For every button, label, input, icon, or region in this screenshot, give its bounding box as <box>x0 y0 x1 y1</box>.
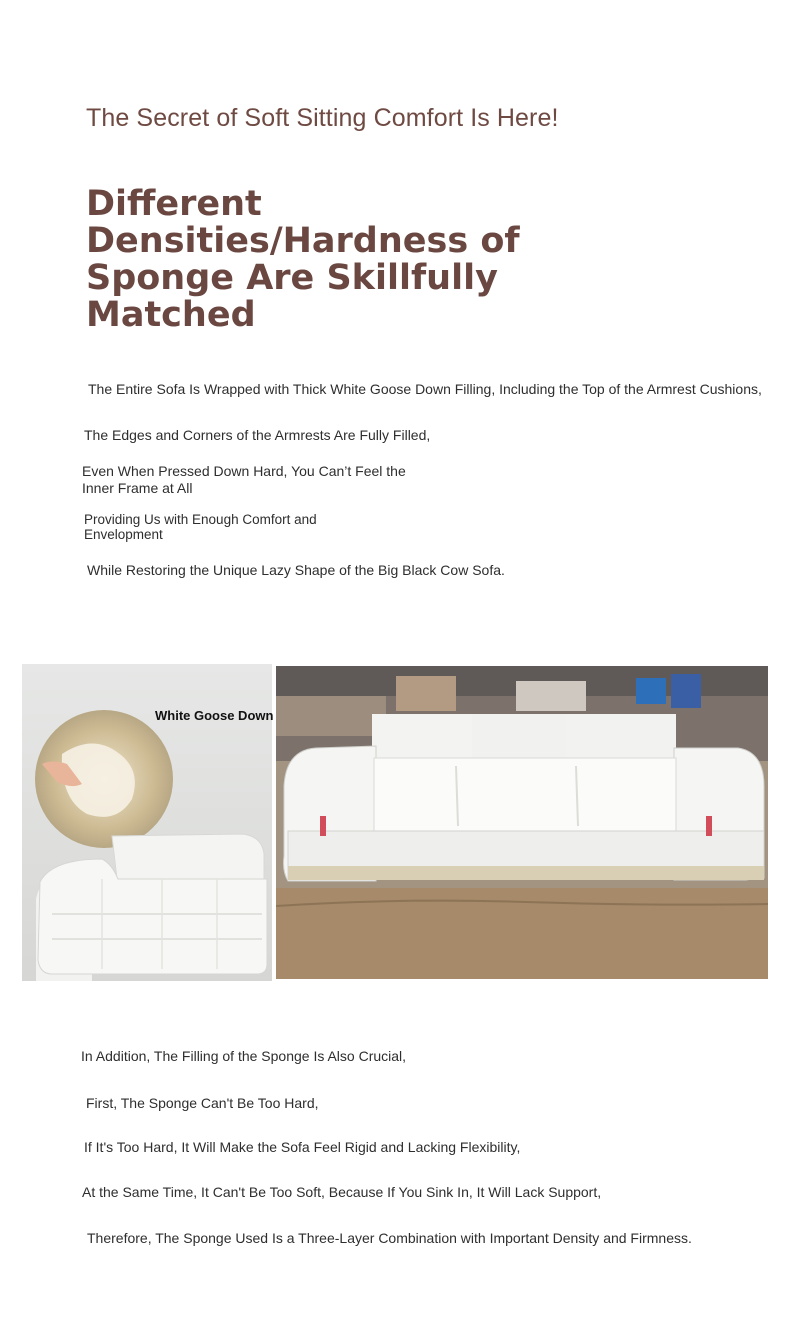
page-headline: Different Densities/Hardness of Sponge Are Skillfully Matched <box>86 184 520 335</box>
detail-line: In Addition, The Filling of the Sponge Is Also Crucial, <box>81 1048 407 1064</box>
sofa-factory-photo <box>276 666 768 979</box>
description-line: Providing Us with Enough Comfort and Envelopment <box>84 512 317 542</box>
page-subtitle: The Secret of Soft Sitting Comfort Is Here! <box>86 104 559 132</box>
image-caption: White Goose Down <box>155 708 274 723</box>
sofa-factory-photo-icon <box>276 666 768 979</box>
description-line: The Edges and Corners of the Armrests Are Fully Filled, <box>84 427 431 443</box>
detail-line: Therefore, The Sponge Used Is a Three-Layer Combination with Important Density and Firmness. <box>87 1230 692 1246</box>
description-line: The Entire Sofa Is Wrapped with Thick White Goose Down Filling, Including the Top of the Armrest Cushions, <box>88 381 762 397</box>
detail-line: If It's Too Hard, It Will Make the Sofa Feel Rigid and Lacking Flexibility, <box>84 1139 521 1155</box>
description-line: Even When Pressed Down Hard, You Can’t Feel the Inner Frame at All <box>82 463 406 496</box>
detail-line: First, The Sponge Can't Be Too Hard, <box>86 1095 319 1111</box>
detail-line: At the Same Time, It Can't Be Too Soft, Because If You Sink In, It Will Lack Support, <box>82 1184 602 1200</box>
description-line: While Restoring the Unique Lazy Shape of the Big Black Cow Sofa. <box>87 562 505 578</box>
